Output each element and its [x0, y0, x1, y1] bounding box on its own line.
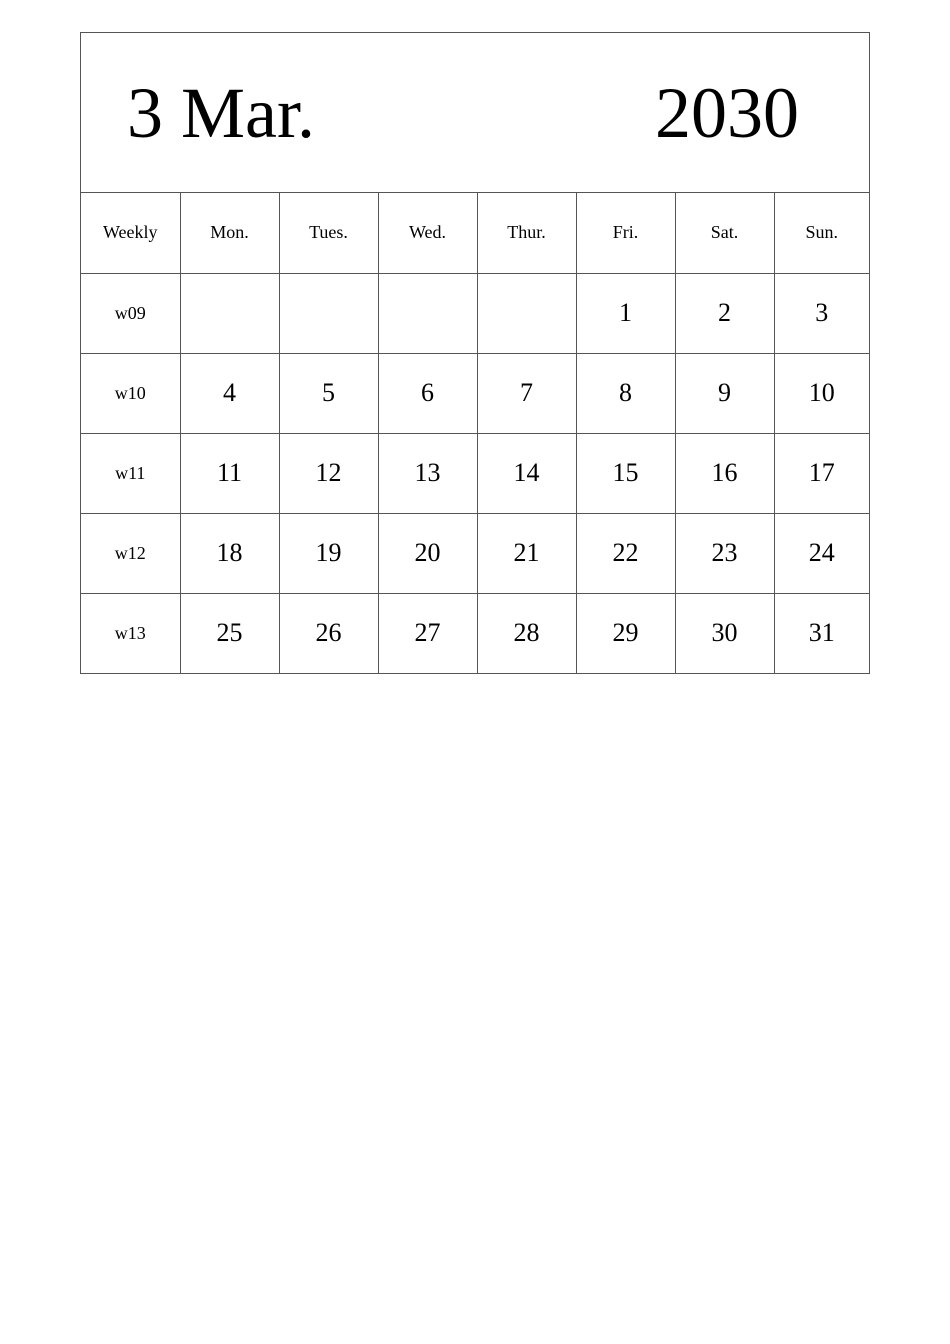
weekday-header-wed: Wed. — [378, 193, 477, 273]
day-cell: 5 — [279, 353, 378, 433]
day-cell: 7 — [477, 353, 576, 433]
weekday-header-sat: Sat. — [675, 193, 774, 273]
weekly-column-header: Weekly — [81, 193, 180, 273]
day-cell: 22 — [576, 513, 675, 593]
day-cell-empty — [279, 273, 378, 353]
day-cell: 19 — [279, 513, 378, 593]
calendar — [80, 32, 870, 674]
day-cell: 29 — [576, 593, 675, 673]
day-cell: 21 — [477, 513, 576, 593]
day-cell: 16 — [675, 433, 774, 513]
day-cell: 12 — [279, 433, 378, 513]
calendar-grid — [81, 193, 869, 673]
week-number: w10 — [81, 353, 180, 433]
week-row — [81, 433, 869, 513]
weekday-header-row — [81, 193, 869, 273]
day-cell: 28 — [477, 593, 576, 673]
day-cell: 1 — [576, 273, 675, 353]
day-cell: 14 — [477, 433, 576, 513]
week-row — [81, 593, 869, 673]
day-cell: 3 — [774, 273, 869, 353]
day-cell: 31 — [808, 618, 835, 648]
week-row — [81, 353, 869, 433]
month-label: 3 Mar. — [127, 73, 315, 153]
day-cell: 8 — [576, 353, 675, 433]
weekday-header-sun: Sun. — [774, 193, 869, 273]
week-row — [81, 513, 869, 593]
weekday-header-thu: Thur. — [477, 193, 576, 273]
day-cell: 11 — [180, 433, 279, 513]
day-cell: 24 — [774, 513, 869, 593]
day-cell-empty — [378, 273, 477, 353]
day-cell: 2 — [675, 273, 774, 353]
week-row — [81, 273, 869, 353]
day-cell: 4 — [180, 353, 279, 433]
week-number: w12 — [81, 513, 180, 593]
day-cell: 17 — [774, 433, 869, 513]
day-cell: 30 — [675, 593, 774, 673]
week-number: w09 — [81, 273, 180, 353]
day-cell: 26 — [279, 593, 378, 673]
year-label: 2030 — [655, 73, 799, 153]
day-cell-empty — [180, 273, 279, 353]
day-cell: 6 — [378, 353, 477, 433]
week-number: w11 — [81, 433, 180, 513]
weekday-header-mon: Mon. — [180, 193, 279, 273]
day-cell-empty — [477, 273, 576, 353]
weekday-header-fri: Fri. — [576, 193, 675, 273]
week-number: w13 — [81, 593, 180, 673]
day-cell: 20 — [378, 513, 477, 593]
day-cell: 15 — [576, 433, 675, 513]
calendar-header — [81, 33, 869, 193]
weekday-header-tue: Tues. — [279, 193, 378, 273]
day-cell: 25 — [180, 593, 279, 673]
day-cell: 9 — [675, 353, 774, 433]
day-cell: 18 — [180, 513, 279, 593]
day-cell: 13 — [378, 433, 477, 513]
day-cell: 10 — [774, 353, 869, 433]
day-cell: 27 — [378, 593, 477, 673]
day-cell: 23 — [675, 513, 774, 593]
